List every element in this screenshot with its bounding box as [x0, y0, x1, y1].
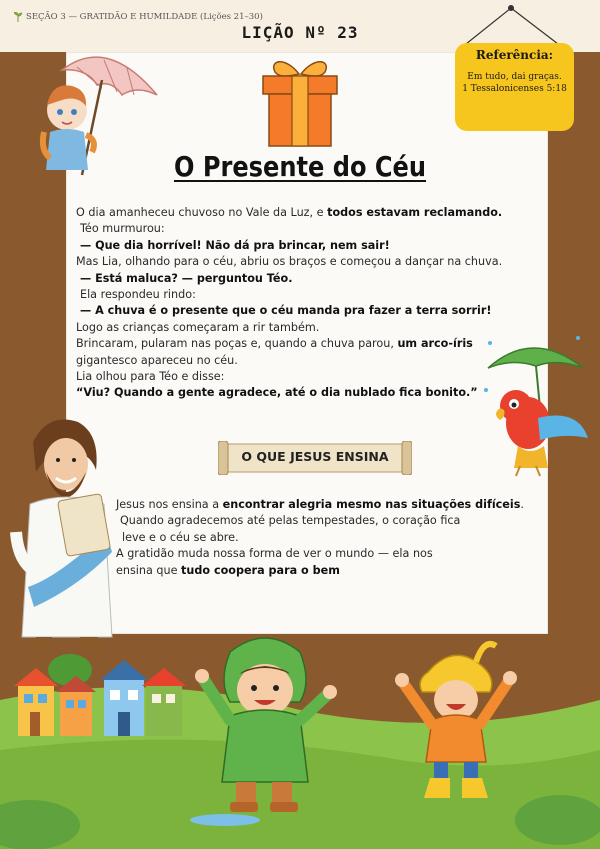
teaching-line: A gratidão muda nossa forma de ver o mundo — ela nos — [116, 547, 433, 561]
story-line: Logo as crianças começaram a rir também. — [76, 320, 320, 334]
teaching-emphasis: encontrar alegria mesmo nas situações difíceis — [222, 498, 521, 511]
banner-title: O QUE JESUS ENSINA — [241, 449, 389, 464]
story-emphasis: um arco-íris — [397, 337, 473, 351]
leaf-icon — [14, 12, 22, 22]
houses-illustration — [14, 650, 190, 736]
teaching-line: Jesus nos ensina a — [116, 498, 223, 511]
reference-card — [455, 43, 574, 131]
teaching-line: ensina que — [116, 563, 182, 577]
story-emphasis: todos estavam reclamando. — [327, 206, 503, 219]
jesus-illustration — [8, 412, 126, 662]
girl-raincoat-illustration — [392, 632, 520, 808]
story-dialogue: — A chuva é o presente que o céu manda pra fazer a terra sorrir! — [80, 304, 492, 318]
lesson-title: LIÇÃO Nº 23 — [241, 23, 359, 42]
teaching-line: Quando agradecemos até pelas tempestades, o coração fica — [120, 514, 461, 528]
teaching-emphasis: tudo coopera para o bem — [181, 563, 340, 577]
story-line: O dia amanheceu chuvoso no Vale da Luz, e — [76, 206, 328, 219]
story-line: Téo murmurou: — [80, 222, 165, 236]
boy-raincoat-illustration — [190, 632, 350, 822]
teaching-line: leve e o céu se abre. — [122, 530, 239, 544]
reference-verse: Em tudo, dai graças. — [467, 72, 562, 82]
story-text — [76, 205, 516, 402]
gift-icon — [255, 56, 345, 148]
story-dialogue: — Que dia horrível! Não dá pra brincar, nem sair! — [80, 238, 390, 252]
parrot-illustration — [478, 328, 596, 478]
teaching-text — [116, 497, 546, 579]
reference-citation: 1 Tessalonicenses 5:18 — [462, 84, 567, 94]
hanging-strings — [458, 4, 568, 44]
story-line: Brincaram, pularam nas poças e, quando a chuva parou, — [76, 337, 398, 351]
story-line: gigantesco apareceu no céu. — [76, 353, 238, 367]
teaching-line: . — [520, 498, 524, 511]
story-dialogue: — Está maluca? — perguntou Téo. — [80, 271, 293, 285]
story-title: O Presente do Céu — [173, 150, 427, 183]
section-label — [14, 12, 263, 22]
section-text: SEÇÃO 3 — GRATIDÃO E HUMILDADE (Lições 21–30) — [26, 12, 263, 22]
story-line: Lia olhou para Téo e disse: — [76, 370, 225, 384]
story-quote: “Viu? Quando a gente agradece, até o dia nublado fica bonito.” — [76, 386, 478, 400]
story-line: Mas Lia, olhando para o céu, abriu os braços e começou a dançar na chuva. — [76, 255, 503, 269]
story-line: Ela respondeu rindo: — [80, 288, 196, 302]
reference-title: Referência: — [475, 48, 554, 62]
